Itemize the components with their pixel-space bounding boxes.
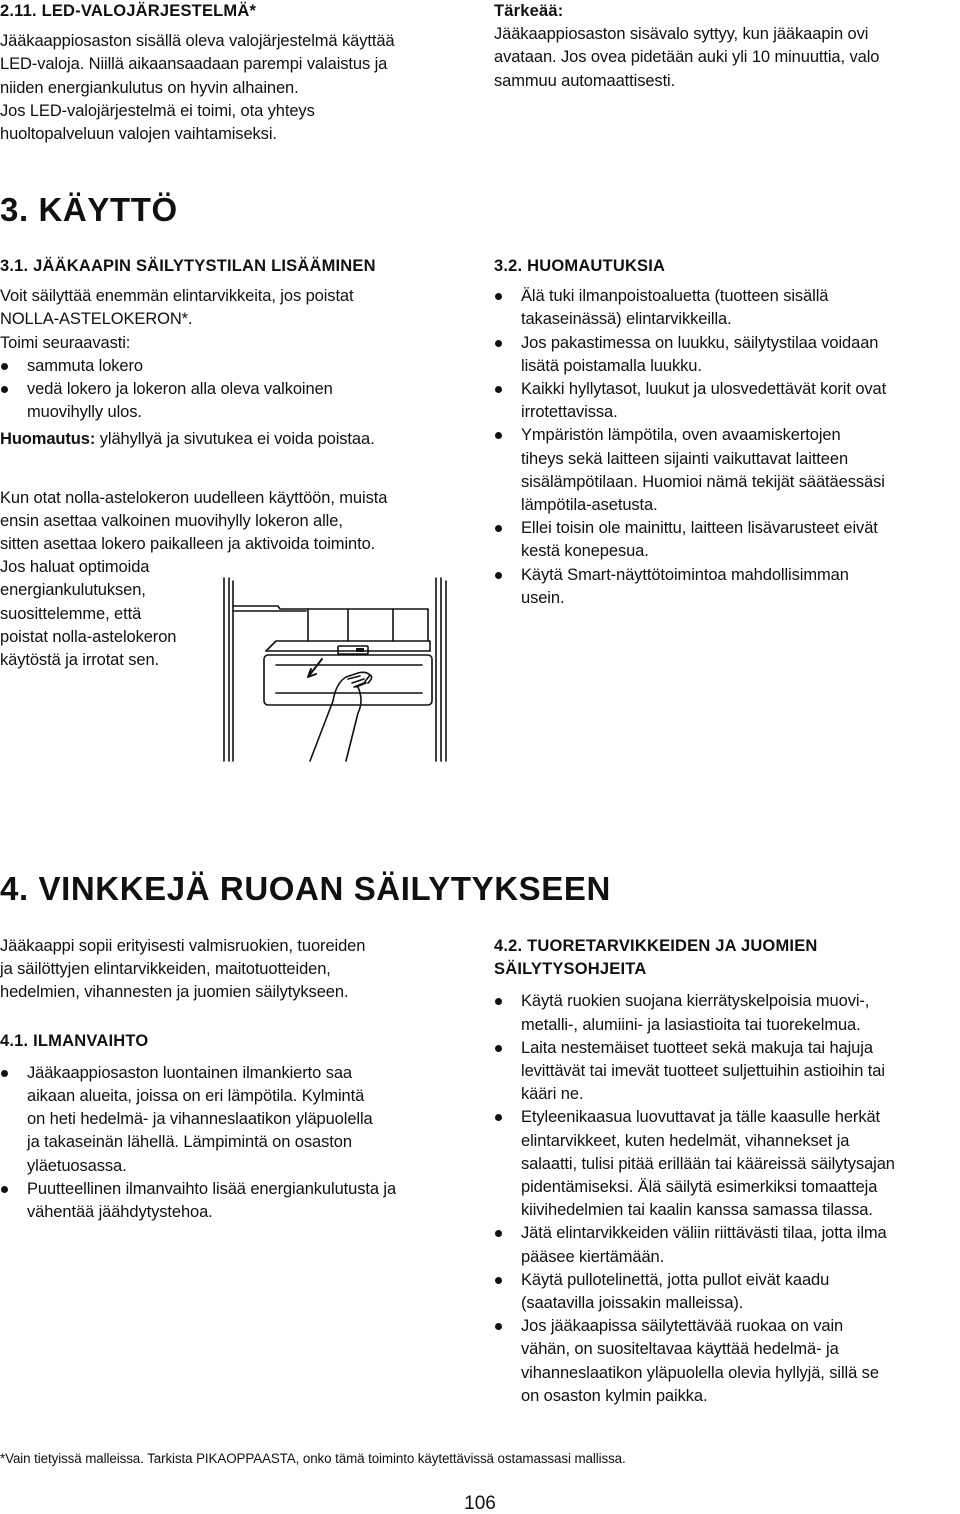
text-line: muovihylly ulos. bbox=[27, 403, 142, 422]
text-line: Laita nestemäiset tuotteet sekä makuja tai hajuja bbox=[521, 1038, 873, 1057]
text-line: tiheys sekä laitteen sijainti vaikuttavat laitteen bbox=[521, 449, 849, 468]
text-line: kiivihedelmien tai kaalin kanssa samassa tilassa. bbox=[521, 1201, 873, 1220]
text-line: Jääkaappi sopii erityisesti valmisruokien, tuoreiden bbox=[0, 937, 366, 955]
text-line: yläetuosassa. bbox=[27, 1156, 127, 1175]
text-line: Kun otat nolla-astelokeron uudelleen käyttöön, muista bbox=[0, 488, 388, 507]
list-item bbox=[494, 285, 960, 331]
text-line: Puutteellinen ilmanvaihto lisää energiankulutusta ja bbox=[27, 1179, 397, 1198]
heading-line: SÄILYTYSOHJEITA bbox=[494, 960, 647, 979]
note-label: Huomautus: bbox=[0, 430, 96, 449]
section-4-title: 4. VINKKEJÄ RUOAN SÄILYTYKSEEN bbox=[0, 870, 611, 907]
section-heading: 2.11. LED-VALOJÄRJESTELMÄ* bbox=[0, 2, 257, 20]
text-line: Jos jääkaapissa säilytettävää ruokaa on vain bbox=[521, 1317, 844, 1336]
text-line: on heti hedelmä- ja vihanneslaatikon yläpuolella bbox=[27, 1110, 373, 1129]
list-item bbox=[494, 1269, 960, 1315]
section-text bbox=[0, 30, 475, 146]
bullet-list bbox=[0, 1062, 480, 1224]
text-line: Jääkaappiosaston sisävalo syttyy, kun jääkaapin ovi bbox=[494, 25, 869, 44]
page-number: 106 bbox=[464, 1493, 496, 1514]
text-line: käytöstä ja irrotat sen. bbox=[0, 651, 160, 670]
text-line: vihanneslaatikon yläpuolella olevia hyllyjä, sillä se bbox=[521, 1363, 879, 1382]
text-line: pääsee kiertämään. bbox=[521, 1247, 665, 1266]
text-line: Kaikki hyllytasot, luukut ja ulosvedettävät korit ovat bbox=[521, 380, 887, 399]
section-2-11 bbox=[0, 0, 475, 146]
list-item bbox=[494, 424, 960, 517]
text-line: aikaan alueita, joissa on eri lämpötila. Kylmintä bbox=[27, 1087, 365, 1106]
note-text: ylähyllyä ja sivutukea ei voida poistaa. bbox=[95, 430, 375, 449]
list-item bbox=[494, 332, 960, 378]
text-line: Jos LED-valojärjestelmä ei toimi, ota yhteys bbox=[0, 101, 315, 120]
text-line: Käytä ruokien suojana kierrätyskelpoisia muovi-, bbox=[521, 992, 870, 1011]
text-line: usein. bbox=[521, 588, 565, 607]
text-line: irrotettavissa. bbox=[521, 403, 618, 422]
text-line: sisälämpötilaan. Huomioi nämä tekijät säätäessäsi bbox=[521, 472, 885, 491]
text-line: Etyleenikaasua luovuttavat ja tälle kaasulle herkät bbox=[521, 1108, 881, 1127]
text-line: Käytä Smart-näyttötoimintoa mahdollisimman bbox=[521, 565, 849, 584]
text-line: huoltopalveluun valojen vaihtamiseksi. bbox=[0, 125, 277, 144]
text-line: ja säilöttyjen elintarvikkeiden, maitotuotteiden, bbox=[0, 960, 331, 979]
text-line: NOLLA-ASTELOKERON*. bbox=[0, 310, 193, 329]
text-line: vähän, on suositeltavaa käyttää hedelmä- ja bbox=[521, 1340, 839, 1359]
section-4-left bbox=[0, 935, 480, 1224]
text-line: elintarvikkeet, kuten hedelmät, vihannekset ja bbox=[521, 1131, 850, 1150]
section-3-2 bbox=[494, 255, 960, 610]
text-line: vähentää jäähdytystehoa. bbox=[27, 1203, 213, 1222]
text-line: lämpötila-asetusta. bbox=[521, 496, 658, 515]
text-line: on osaston kylmin paikka. bbox=[521, 1386, 708, 1405]
text-line: levittävät tai imevät tuotteet suljettuihin astioihin tai bbox=[521, 1062, 885, 1081]
text-line: sitten asettaa lokero paikalleen ja aktivoida toiminto. bbox=[0, 535, 376, 554]
section-heading: 4.1. ILMANVAIHTO bbox=[0, 1031, 149, 1050]
text-line: energiankulutuksen, bbox=[0, 581, 146, 600]
text-line: Voit säilyttää enemmän elintarvikkeita, jos poistat bbox=[0, 287, 354, 306]
list-item bbox=[494, 1315, 960, 1408]
text-line: ja takaseinän lähellä. Lämpimintä on osaston bbox=[27, 1133, 352, 1152]
list-item bbox=[494, 1222, 960, 1268]
drawer-illustration bbox=[218, 573, 458, 763]
important-label: Tärkeää: bbox=[494, 2, 564, 20]
text-line: pidentämiseksi. Älä säilytä esimerkiksi tomaatteja bbox=[521, 1178, 878, 1197]
footnote: *Vain tietyissä malleissa. Tarkista PIKAOPPAASTA, onko tämä toiminto käytettävissä ostamassasi mallissa. bbox=[0, 1451, 626, 1466]
list-item bbox=[494, 990, 960, 1036]
section-intro bbox=[0, 935, 480, 1005]
text-line: Käytä pullotelinettä, jotta pullot eivät kaadu bbox=[521, 1270, 830, 1289]
section-heading: 3.1. JÄÄKAAPIN SÄILYTYSTILAN LISÄÄMINEN bbox=[0, 257, 376, 275]
important-note bbox=[494, 0, 960, 93]
text-line: LED-valoja. Niillä aikaansaadaan parempi valaistus ja bbox=[0, 55, 388, 74]
note bbox=[0, 428, 480, 451]
bullet-list bbox=[0, 355, 480, 425]
text-line: kestä konepesua. bbox=[521, 542, 649, 561]
text-line: hedelmien, vihannesten ja juomien säilytykseen. bbox=[0, 983, 349, 1002]
text-line: avataan. Jos ovea pidetään auki yli 10 minuuttia, valo bbox=[494, 48, 880, 67]
list-item bbox=[0, 378, 480, 424]
text-line: poistat nolla-astelokeron bbox=[0, 627, 177, 646]
text-line: takaseinässä) elintarvikkeilla. bbox=[521, 310, 732, 329]
text-line: Ympäristön lämpötila, oven avaamiskertojen bbox=[521, 426, 841, 445]
text-line: kääri ne. bbox=[521, 1085, 584, 1104]
list-item bbox=[494, 517, 960, 563]
text-line: Jääkaappiosaston luontainen ilmankierto saa bbox=[27, 1063, 352, 1082]
list-item bbox=[494, 564, 960, 610]
text-line: metalli-, alumiini- ja lasiastioita tai tuorekelmua. bbox=[521, 1015, 861, 1034]
text-line: Jos haluat optimoida bbox=[0, 558, 150, 577]
text-line: ensin asettaa valkoinen muovihylly lokeron alle, bbox=[0, 511, 343, 530]
text-line: Toimi seuraavasti: bbox=[0, 333, 131, 352]
text-line: (saatavilla joissakin malleissa). bbox=[521, 1294, 744, 1313]
text-line: sammuu automaattisesti. bbox=[494, 71, 676, 90]
bullet-list bbox=[494, 285, 960, 610]
list-item bbox=[494, 1106, 960, 1222]
text-line: Jääkaappiosaston sisällä oleva valojärjestelmä käyttää bbox=[0, 32, 395, 51]
section-3-title: 3. KÄYTTÖ bbox=[0, 191, 178, 228]
list-item bbox=[494, 378, 960, 424]
heading-line: 4.2. TUORETARVIKKEIDEN JA JUOMIEN bbox=[494, 937, 818, 955]
list-item bbox=[0, 355, 480, 378]
text-line: suosittelemme, että bbox=[0, 604, 142, 623]
text-line: lisätä poistamalla luukku. bbox=[521, 356, 702, 375]
list-item bbox=[0, 1062, 480, 1178]
text-line: sammuta lokero bbox=[27, 356, 143, 375]
text-line: Jos pakastimessa on luukku, säilytystilaa voidaan bbox=[521, 333, 879, 352]
text-line: Älä tuki ilmanpoistoaluetta (tuotteen sisällä bbox=[521, 287, 829, 306]
list-item bbox=[494, 1037, 960, 1107]
section-heading: 3.2. HUOMAUTUKSIA bbox=[494, 257, 666, 275]
list-item bbox=[0, 1178, 480, 1224]
text-line: niiden energiankulutus on hyvin alhainen. bbox=[0, 78, 299, 97]
text-line: Ellei toisin ole mainittu, laitteen lisävarusteet eivät bbox=[521, 519, 878, 538]
important-text bbox=[494, 23, 960, 93]
text-line: vedä lokero ja lokeron alla oleva valkoinen bbox=[27, 380, 333, 399]
section-4-2 bbox=[494, 935, 960, 1408]
section-heading bbox=[494, 935, 960, 981]
text-line: Jätä elintarvikkeiden väliin riittävästi tilaa, jotta ilma bbox=[521, 1224, 887, 1243]
text-line: salaatti, tulisi pitää erillään tai kääreissä säilytysajan bbox=[521, 1154, 895, 1173]
bullet-list bbox=[494, 990, 960, 1408]
